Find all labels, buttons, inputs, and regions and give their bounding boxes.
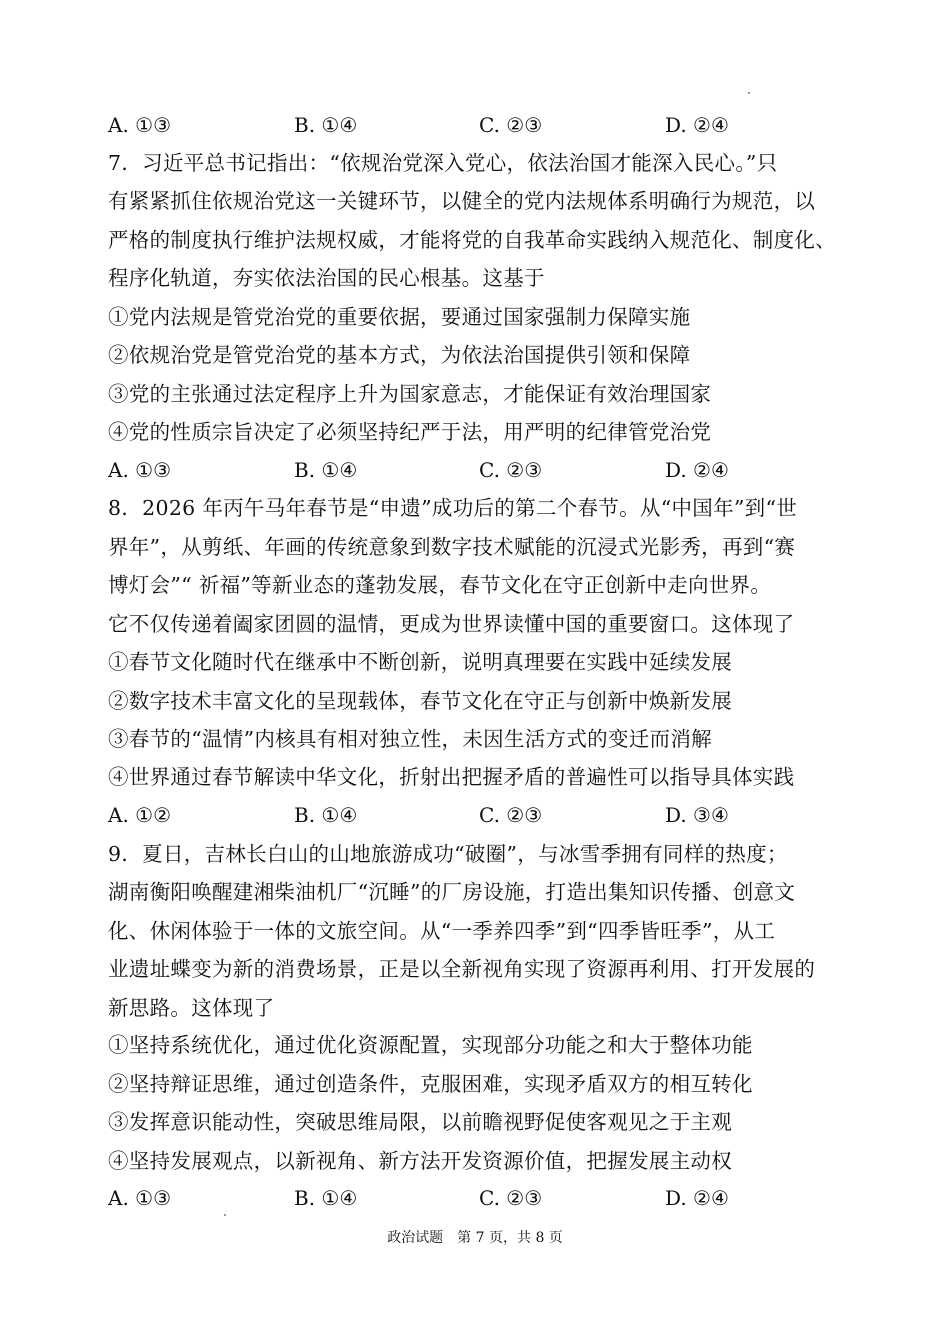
question-stem-line: 有紧紧抓住依规治党这一关键环节，以健全的党内法规体系明确行为规范，以 <box>108 189 816 213</box>
option-b: B. ①④ <box>294 1186 358 1210</box>
question-stem-line: 7．习近平总书记指出：“依规治党深入党心，依法治国才能深入民心。”只 <box>108 151 778 175</box>
prev-question-options <box>108 106 868 144</box>
question-stem-line: 博灯会”“ 祈福”等新业态的蓬勃发展，春节文化在守正创新中走向世界。 <box>108 573 772 597</box>
question-stem-line: 9．夏日，吉林长白山的山地旅游成功“破圈”，与冰雪季拥有同样的热度； <box>108 842 788 866</box>
statement-item: ④坚持发展观点，以新视角、新方法开发资源价值，把握发展主动权 <box>108 1149 732 1173</box>
option-b: B. ①④ <box>294 113 358 137</box>
question-stem-line: 湖南衡阳唤醒建湘柴油机厂“沉睡”的厂房设施，打造出集知识传播、创意文 <box>108 880 796 904</box>
option-c: C. ②③ <box>479 1186 543 1210</box>
answer-options <box>108 451 868 489</box>
statement-item: ③发挥意识能动性，突破思维局限，以前瞻视野促使客观见之于主观 <box>108 1110 732 1134</box>
statement-item: ③党的主张通过法定程序上升为国家意志，才能保证有效治理国家 <box>108 382 712 406</box>
option-c: C. ②③ <box>479 458 543 482</box>
option-c: C. ②③ <box>479 113 543 137</box>
scan-speck <box>748 92 750 94</box>
statement-item: ④党的性质宗旨决定了必须坚持纪严于法，用严明的纪律管党治党 <box>108 420 712 444</box>
option-b: B. ①④ <box>294 803 358 827</box>
option-a: A. ①② <box>108 803 172 827</box>
statement-item: ②数字技术丰富文化的呈现载体，春节文化在守正与创新中焕新发展 <box>108 689 732 713</box>
option-a: A. ①③ <box>108 458 172 482</box>
question-stem-line: 界年”，从剪纸、年画的传统意象到数字技术赋能的沉浸式光影秀，再到“赛 <box>108 535 796 559</box>
option-a: A. ①③ <box>108 113 172 137</box>
question-stem-line: 新思路。这体现了 <box>108 996 275 1020</box>
question-stem-line: 它不仅传递着阖家团圆的温情，更成为世界读懂中国的重要窗口。这体现了 <box>108 612 795 636</box>
statement-item: ②依规治党是管党治党的基本方式，为依法治国提供引领和保障 <box>108 343 691 367</box>
statement-item: ③春节的“温情”内核具有相对独立性，未因生活方式的变迁而消解 <box>108 727 712 751</box>
statement-item: ④世界通过春节解读中华文化，折射出把握矛盾的普遍性可以指导具体实践 <box>108 765 795 789</box>
option-a: A. ①③ <box>108 1186 172 1210</box>
option-d: D. ②④ <box>665 458 729 482</box>
option-d: D. ②④ <box>665 113 729 137</box>
answer-options <box>108 796 868 834</box>
page-footer: 政治试题 第 7 页，共 8 页 <box>387 1230 563 1246</box>
answer-options <box>108 1179 868 1217</box>
statement-item: ①坚持系统优化，通过优化资源配置，实现部分功能之和大于整体功能 <box>108 1033 753 1057</box>
question-stem-line: 化、休闲体验于一体的文旅空间。从“一季养四季”到“四季皆旺季”，从工 <box>108 919 776 943</box>
option-d: D. ③④ <box>665 803 729 827</box>
option-d: D. ②④ <box>665 1186 729 1210</box>
statement-item: ②坚持辩证思维，通过创造条件，克服困难，实现矛盾双方的相互转化 <box>108 1072 753 1096</box>
question-stem-line: 8．2026 年丙午马年春节是“申遗”成功后的第二个春节。从“中国年”到“世 <box>108 496 798 520</box>
question-stem-line: 严格的制度执行维护法规权威，才能将党的自我革命实践纳入规范化、制度化、 <box>108 228 836 252</box>
statement-item: ①春节文化随时代在继承中不断创新，说明真理要在实践中延续发展 <box>108 650 732 674</box>
option-b: B. ①④ <box>294 458 358 482</box>
question-stem-line: 程序化轨道，夯实依法治国的民心根基。这基于 <box>108 266 545 290</box>
option-c: C. ②③ <box>479 803 543 827</box>
question-stem-line: 业遗址蝶变为新的消费场景，正是以全新视角实现了资源再利用、打开发展的 <box>108 957 816 981</box>
statement-item: ①党内法规是管党治党的重要依据，要通过国家强制力保障实施 <box>108 305 691 329</box>
